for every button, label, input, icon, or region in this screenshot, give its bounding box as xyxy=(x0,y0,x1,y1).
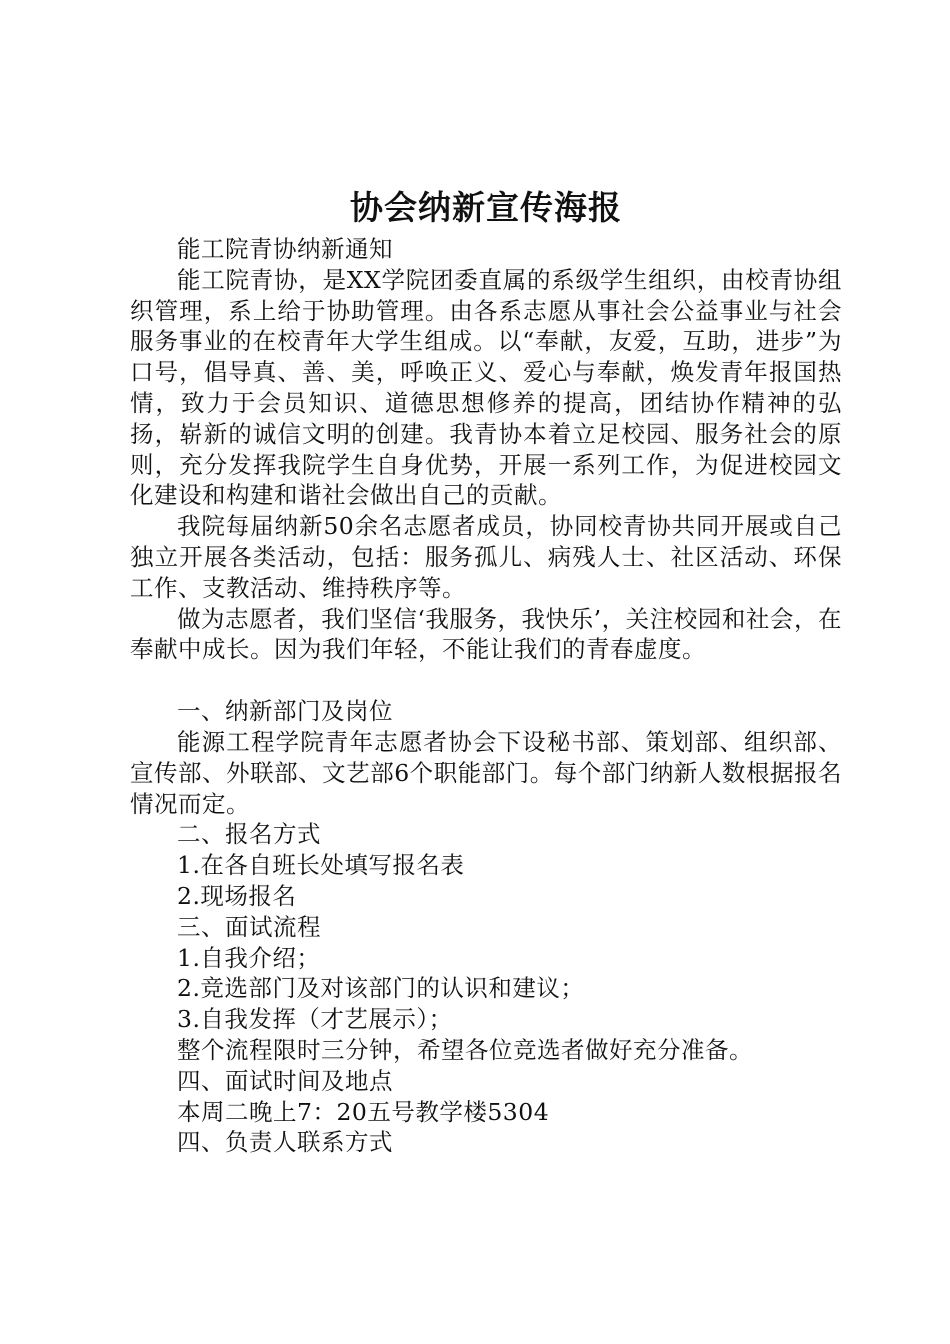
document-title: 协会纳新宣传海报 xyxy=(350,188,622,227)
section-time-place-heading: 四、面试时间及地点 xyxy=(177,1066,393,1095)
section-departments-heading: 一、纳新部门及岗位 xyxy=(177,697,393,726)
notice-heading: 能工院青协纳新通知 xyxy=(177,235,393,263)
section-registration-heading: 二、报名方式 xyxy=(177,820,321,849)
volunteer-motto-paragraph: 做为志愿者，我们坚信‘我服务，我快乐’，关注校园和社会，在奉献中成长。因为我们年轻，不能让我们的青春虚度。 xyxy=(130,604,842,664)
paragraph-gap xyxy=(130,665,842,696)
time-place-detail: 本周二晚上7：20五号教学楼5304 xyxy=(177,1097,550,1126)
recruitment-paragraph: 我院每届纳新50余名志愿者成员，协同校青协共同开展或自己独立开展各类活动，包括：服务孤儿、病残人士、社区活动、环保工作、支教活动、维持秩序等。 xyxy=(130,512,842,602)
document-page xyxy=(130,186,842,1158)
interview-note: 整个流程限时三分钟，希望各位竞选者做好充分准备。 xyxy=(177,1035,753,1064)
interview-item-2: 2.竞选部门及对该部门的认识和建议； xyxy=(177,974,585,1003)
intro-paragraph: 能工院青协，是XX学院团委直属的系级学生组织，由校青协组织管理，系上给于协助管理。由各系志愿从事社会公益事业与社会服务事业的在校青年大学生组成。以“奉献，友爱，互助，进步”为口号，倡导真、善、美，呼唤正义、爱心与奉献，焕发青年报国热情，致力于会员知识、道德思想修养的提高，团结协作精神的弘扬，崭新的诚信文明的创建。我青协本着立足校园、服务社会的原则，充分发挥我院学生自身优势，开展一系列工作，为促进校园文化建设和构建和谐社会做出自己的贡献。 xyxy=(130,265,842,510)
section-contact-heading: 四、负责人联系方式 xyxy=(177,1128,393,1157)
registration-item-2: 2.现场报名 xyxy=(177,881,297,910)
departments-paragraph: 能源工程学院青年志愿者协会下设秘书部、策划部、组织部、宣传部、外联部、文艺部6个职能部门。每个部门纳新人数根据报名情况而定。 xyxy=(130,727,842,818)
registration-item-1: 1.在各自班长处填写报名表 xyxy=(177,851,465,880)
interview-item-3: 3.自我发挥（才艺展示）； xyxy=(177,1005,453,1034)
interview-item-1: 1.自我介绍； xyxy=(177,943,321,972)
section-interview-heading: 三、面试流程 xyxy=(177,912,321,941)
